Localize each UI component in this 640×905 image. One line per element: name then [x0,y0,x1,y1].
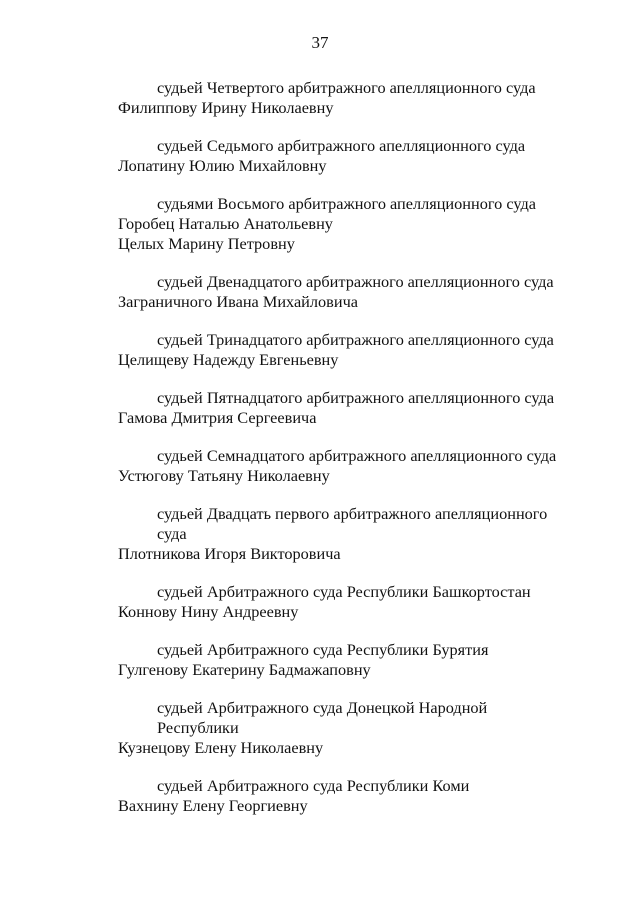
judge-name: Лопатину Юлию Михайловну [118,156,327,175]
appointment-entry [118,194,568,254]
appointment-entry [118,582,568,622]
appointment-entry [118,388,568,428]
court-line: судьей Седьмого арбитражного апелляционного суда [157,136,526,155]
appointment-entry [118,698,568,758]
judge-name: Филиппову Ирину Николаевну [118,98,334,117]
page-number: 37 [311,33,329,52]
court-line-continued: Республики [157,718,239,737]
court-line: судьей Двадцать первого арбитражного апелляционного [157,504,548,523]
judge-name: Гулгенову Екатерину Бадмажаповну [118,660,371,679]
judge-name: Целых Марину Петровну [118,234,295,253]
court-line: судьей Тринадцатого арбитражного апелляционного суда [157,330,554,349]
court-line: судьями Восьмого арбитражного апелляционного суда [157,194,536,213]
court-line: судьей Арбитражного суда Донецкой Народной [157,698,488,717]
judge-name: Гамова Дмитрия Сергеевича [118,408,317,427]
appointment-entry [118,272,568,312]
judge-name: Заграничного Ивана Михайловича [118,292,358,311]
appointment-entry [118,504,568,564]
appointment-entry [118,640,568,680]
court-line: судьей Арбитражного суда Республики Коми [157,776,470,795]
judge-name: Коннову Нину Андреевну [118,602,299,621]
judge-name: Горобец Наталью Анатольевну [118,214,333,233]
appointment-entry [118,78,568,118]
appointment-entry [118,136,568,176]
judge-name: Целищеву Надежду Евгеньевну [118,350,339,369]
court-line-continued: суда [157,524,187,543]
appointment-list [118,78,568,834]
court-line: судьей Четвертого арбитражного апелляционного суда [157,78,536,97]
appointment-entry [118,330,568,370]
appointment-entry [118,446,568,486]
court-line: судьей Пятнадцатого арбитражного апелляционного суда [157,388,555,407]
judge-name: Устюгову Татьяну Николаевну [118,466,330,485]
judge-name: Кузнецову Елену Николаевну [118,738,324,757]
appointment-entry [118,776,568,816]
judge-name: Плотникова Игоря Викторовича [118,544,341,563]
court-line: судьей Арбитражного суда Республики Башкортостан [157,582,531,601]
court-line: судьей Семнадцатого арбитражного апелляционного суда [157,446,557,465]
court-line: судьей Арбитражного суда Республики Бурятия [157,640,489,659]
court-line: судьей Двенадцатого арбитражного апелляционного суда [157,272,554,291]
judge-name: Вахнину Елену Георгиевну [118,796,308,815]
